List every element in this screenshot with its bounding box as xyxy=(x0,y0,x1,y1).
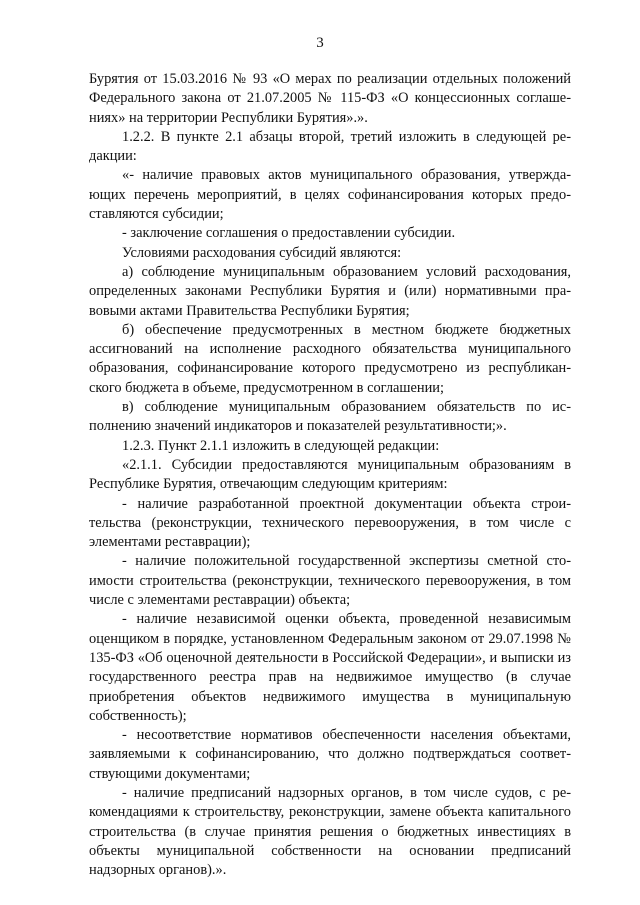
paragraph-clause-2-1-1: «2.1.1. Субсидии предоставляются муниципальным образованиям в Республике Бурятия, отвечающим следующим критериям: xyxy=(89,456,571,493)
document-body xyxy=(89,70,571,880)
paragraph-criterion-standards-mismatch: - несоответствие нормативов обеспеченности населения объектами, заявляемыми к софинансированию, что должно подтверждаться соответствующими документами; xyxy=(89,727,571,782)
paragraph-condition-c: в) соблюдение муниципальным образованием обязательств по исполнению значений индикаторов и показателей результативности;». xyxy=(89,399,571,435)
paragraph-condition-b: б) обеспечение предусмотренных в местном бюджете бюджетных ассигнований на исполнение расходного обязательства муниципального образования, софинансирование которого предусмотрено из республиканского бюджета в объеме, предусмотренном в соглашении; xyxy=(89,321,571,396)
paragraph-legal-acts-requirement: «- наличие правовых актов муниципального образования, утверждающих перечень мероприятий, в целях софинансирования которых предоставляются субсидии; xyxy=(89,167,571,223)
paragraph-criterion-supervisory-orders: - наличие предписаний надзорных органов, в том числе судов, с рекомендациями к строительству, реконструкции, замене объекта капитального строительства (в случае принятия решения о бюджетных инвестициях в объекты муниципальной собственности на основании предписаний надзорных органов).». xyxy=(89,784,571,879)
page-number: 3 xyxy=(316,35,324,51)
paragraph-criterion-independent-valuation: - наличие независимой оценки объекта, проведенной независимым оценщиком в порядке, установленном Федеральным законом от 29.07.1998 № 135-ФЗ «Об оценочной деятельности в Российской Федерации», и выписки из государственного реестра прав на недвижимое имущество (в случае приобретения объектов недвижимого имущества в муниципальную собственность); xyxy=(89,611,571,724)
paragraph-condition-a: а) соблюдение муниципальным образованием условий расходования, определенных законами Республики Бурятия и (или) нормативными правовыми актами Правительства Республики Бурятия; xyxy=(89,263,571,319)
paragraph-criterion-state-expertise: - наличие положительной государственной экспертизы сметной стоимости строительства (реконструкции, технического перевооружения, в том числе с элементами реставрации) объекта; xyxy=(89,553,571,609)
paragraph-agreement-requirement: - заключение соглашения о предоставлении субсидии. xyxy=(122,225,456,242)
paragraph-intro-continuation: Бурятия от 15.03.2016 № 93 «О мерах по реализации отдельных положений Федерального закона от 21.07.2005 № 115-ФЗ «О концессионных соглашениях» на территории Республики Бурятия».». xyxy=(89,71,571,126)
paragraph-criterion-design-docs: - наличие разработанной проектной документации объекта строительства (реконструкции, технического перевооружения, в том числе с элементами реставрации); xyxy=(89,495,571,551)
paragraph-conditions-heading: Условиями расходования субсидий являются: xyxy=(122,244,402,261)
paragraph-clause-1-2-3: 1.2.3. Пункт 2.1.1 изложить в следующей редакции: xyxy=(122,437,440,454)
paragraph-clause-1-2-2: 1.2.2. В пункте 2.1 абзацы второй, третий изложить в следующей редакции: xyxy=(89,128,571,165)
